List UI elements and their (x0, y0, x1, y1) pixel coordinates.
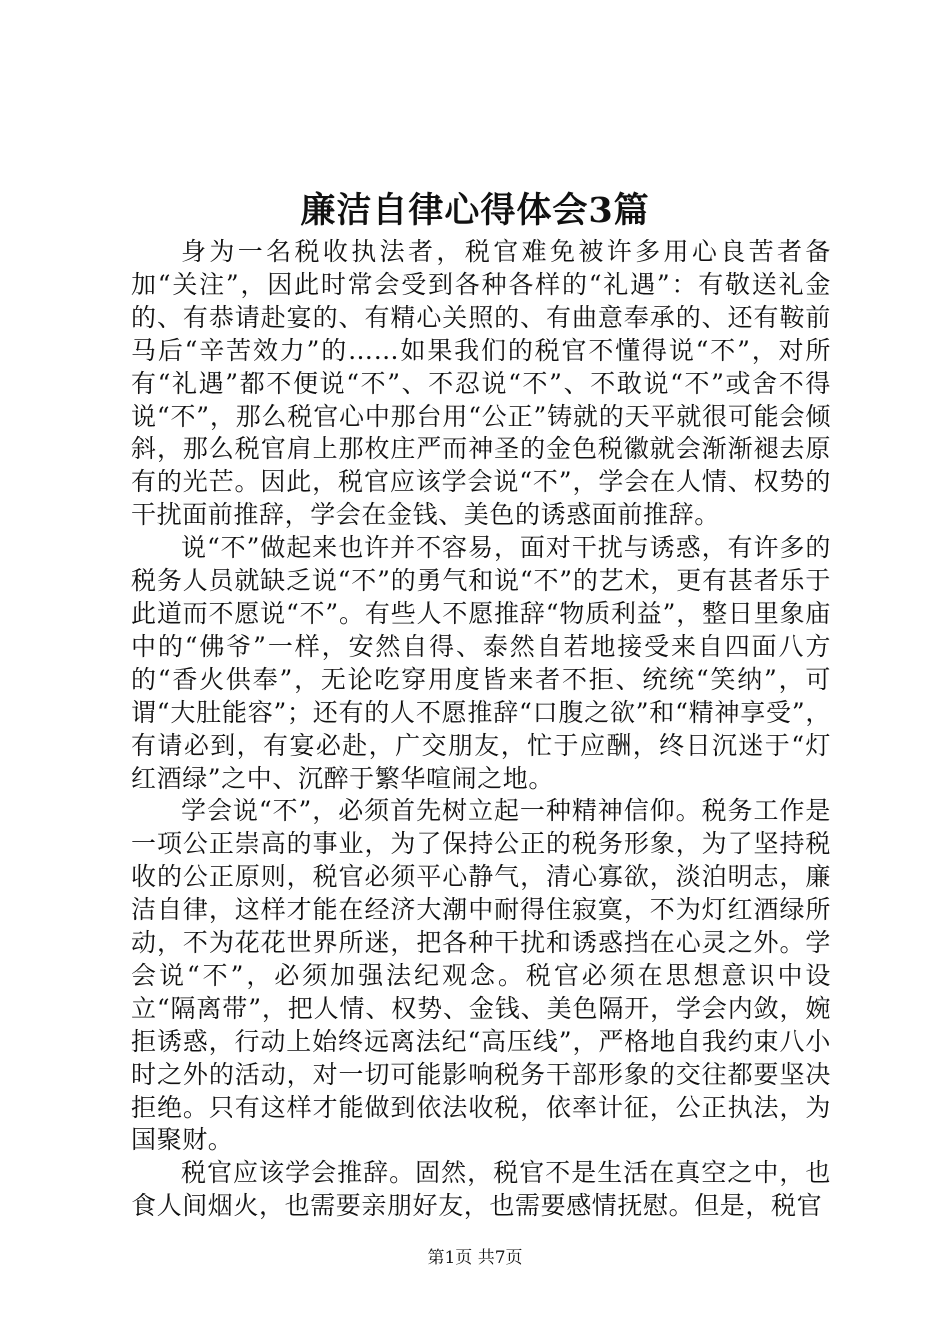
document-body (131, 236, 831, 1223)
page-number-footer: 第1页 共7页 (427, 1248, 523, 1268)
document-title: 廉洁自律心得体会3篇 (300, 190, 650, 231)
paragraph-4: 税官应该学会推辞。固然，税官不是生活在真空之中，也食人间烟火，也需要亲朋好友，也需要感情抚慰。但是，税官 (131, 1158, 831, 1221)
paragraph-2: 说“不”做起来也许并不容易，面对干扰与诱惑，有许多的税务人员就缺乏说“不”的勇气和说“不”的艺术，更有甚者乐于此道而不愿说“不”。有些人不愿推辞“物质利益”，整日里象庙中的“佛爷”一样，安然自得、泰然自若地接受来自四面八方的“香火供奉”，无论吃穿用度皆来者不拒、统统“笑纳”，可谓“大肚能容”；还有的人不愿推辞“口腹之欲”和“精神享受”，有请必到，有宴必赴，广交朋友，忙于应酬，终日沉迷于“灯红酒绿”之中、沉醉于繁华喧闹之地。 (131, 533, 831, 793)
paragraph-3: 学会说“不”，必须首先树立起一种精神信仰。税务工作是一项公正崇高的事业，为了保持公正的税务形象，为了坚持税收的公正原则，税官必须平心静气，清心寡欲，淡泊明志，廉洁自律，这样才能在经济大潮中耐得住寂寞，不为灯红酒绿所动，不为花花世界所迷，把各种干扰和诱惑挡在心灵之外。学会说“不”，必须加强法纪观念。税官必须在思想意识中设立“隔离带”，把人情、权势、金钱、美色隔开，学会内敛，婉拒诱惑，行动上始终远离法纪“高压线”，严格地自我约束八小时之外的活动，对一切可能影响税务干部形象的交往都要坚决拒绝。只有这样才能做到依法收税，依率计征，公正执法，为国聚财。 (131, 796, 831, 1155)
paragraph-1: 身为一名税收执法者，税官难免被许多用心良苦者备加“关注”，因此时常会受到各种各样的“礼遇”：有敬送礼金的、有恭请赴宴的、有精心关照的、有曲意奉承的、还有鞍前马后“辛苦效力”的……如果我们的税官不懂得说“不”，对所有“礼遇”都不便说“不”、不忍说“不”、不敢说“不”或舍不得说“不”，那么税官心中那台用“公正”铸就的天平就很可能会倾斜，那么税官肩上那枚庄严而神圣的金色税徽就会渐渐褪去原有的光芒。因此，税官应该学会说“不”，学会在人情、权势的干扰面前推辞，学会在金钱、美色的诱惑面前推辞。 (131, 237, 831, 530)
